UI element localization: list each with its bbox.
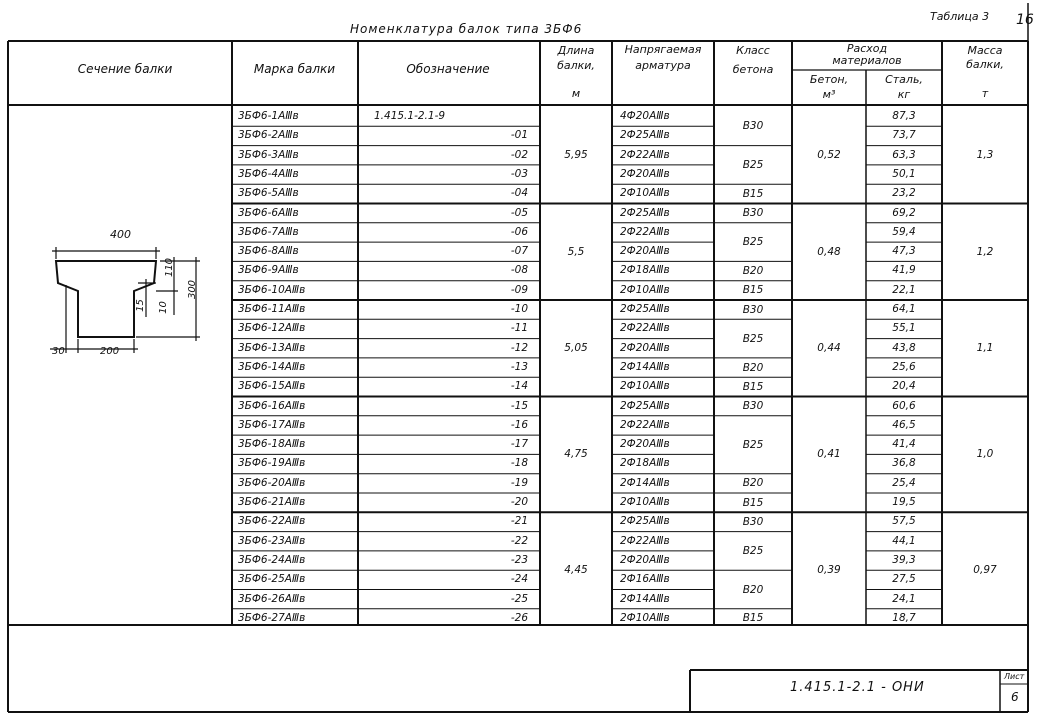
steel-consumption: 63,3 <box>892 148 916 161</box>
rebar: 2Ф22АⅢв <box>620 225 670 238</box>
beam-length: 5,95 <box>564 149 588 162</box>
steel-consumption: 23,2 <box>892 187 916 200</box>
rebar: 2Ф25АⅢв <box>620 515 670 528</box>
steel-consumption: 50,1 <box>892 167 916 180</box>
header-class-2: бетона <box>732 63 774 76</box>
header-concrete-unit: м³ <box>822 88 836 101</box>
beam-mark: 3БФ6-16АⅢв <box>238 399 306 412</box>
beam-mark: 3БФ6-24АⅢв <box>238 553 306 566</box>
header-mass-1: Масса <box>967 44 1003 57</box>
rebar: 2Ф10АⅢв <box>620 283 670 296</box>
steel-consumption: 39,3 <box>892 553 916 566</box>
beam-mark: 3БФ6-22АⅢв <box>238 515 306 528</box>
concrete-class: В15 <box>742 187 764 200</box>
concrete-class: В30 <box>742 207 764 220</box>
rebar: 2Ф10АⅢв <box>620 496 670 508</box>
beam-mark: 3БФ6-13АⅢв <box>238 341 306 354</box>
beam-mark: 3БФ6-19АⅢв <box>238 457 306 470</box>
steel-consumption: 43,8 <box>892 341 916 354</box>
beam-mark: 3БФ6-15АⅢв <box>238 380 306 393</box>
header-steel-unit: кг <box>897 88 911 101</box>
designation: -06 <box>510 225 528 238</box>
concrete-class: В20 <box>742 265 764 278</box>
rebar: 2Ф10АⅢв <box>620 611 670 624</box>
steel-consumption: 55,1 <box>892 322 916 335</box>
concrete-class: В15 <box>742 612 764 625</box>
stamp-sheet-label: Лист <box>1004 672 1025 681</box>
steel-consumption: 25,6 <box>892 360 916 373</box>
stamp-sheet-no: 6 <box>1011 690 1019 704</box>
concrete-class: В15 <box>742 284 764 297</box>
header-mass-unit: т <box>981 87 989 100</box>
rebar: 2Ф25АⅢв <box>620 399 670 412</box>
designation: -12 <box>510 341 528 354</box>
header-mass-2: балки, <box>966 58 1004 71</box>
designation: -24 <box>510 573 528 586</box>
dim-bottom: 200 <box>100 346 120 357</box>
beam-mark: 3БФ6-5АⅢв <box>238 187 299 200</box>
steel-consumption: 41,9 <box>892 264 916 277</box>
designation: -20 <box>510 496 528 508</box>
rebar: 2Ф14АⅢв <box>620 476 670 489</box>
designation: -14 <box>510 380 528 393</box>
beam-mark: 3БФ6-9АⅢв <box>238 264 299 277</box>
concrete-class: В25 <box>742 236 764 249</box>
stamp-code: 1.415.1-2.1 - ОНИ <box>790 680 925 695</box>
rebar: 2Ф22АⅢв <box>620 534 670 547</box>
rebar: 2Ф20АⅢв <box>620 245 670 258</box>
steel-consumption: 36,8 <box>892 457 916 470</box>
beam-mark: 3БФ6-20АⅢв <box>238 476 306 489</box>
designation: -04 <box>510 187 528 200</box>
rebar: 2Ф25АⅢв <box>620 303 670 315</box>
steel-consumption: 44,1 <box>892 534 916 547</box>
designation: -26 <box>510 611 528 624</box>
designation: -05 <box>510 206 528 219</box>
beam-mark: 3БФ6-1АⅢв <box>238 110 299 122</box>
designation: -19 <box>510 476 528 489</box>
steel-consumption: 59,4 <box>892 225 916 238</box>
rebar: 2Ф10АⅢв <box>620 380 670 393</box>
header-mark: Марка балки <box>253 62 336 76</box>
beam-mass: 1,0 <box>976 448 994 461</box>
rebar: 2Ф18АⅢв <box>620 457 670 470</box>
concrete-class: В30 <box>742 120 764 133</box>
designation: -08 <box>510 264 528 277</box>
beam-mass: 1,3 <box>976 149 994 162</box>
designation: -01 <box>510 129 528 142</box>
beam-mass: 1,1 <box>976 342 994 355</box>
beam-mark: 3БФ6-4АⅢв <box>238 167 299 180</box>
concrete-class: В20 <box>742 361 764 374</box>
concrete-class: В25 <box>742 158 764 171</box>
rebar: 2Ф25АⅢв <box>620 206 670 219</box>
dim-ledge-h: 10 <box>157 301 169 314</box>
header-length-2: балки, <box>557 59 595 72</box>
designation: -03 <box>510 167 528 180</box>
steel-consumption: 60,6 <box>892 399 916 412</box>
header-length-1: Длина <box>557 44 595 57</box>
beam-mark: 3БФ6-26АⅢв <box>238 592 306 605</box>
designation: -22 <box>510 534 528 547</box>
header-length-unit: м <box>571 87 581 100</box>
beam-length: 5,5 <box>567 245 585 258</box>
concrete-class: В20 <box>742 583 764 596</box>
rebar: 2Ф18АⅢв <box>620 264 670 277</box>
header-class-1: Класс <box>736 44 770 57</box>
steel-consumption: 24,1 <box>892 592 916 605</box>
rebar: 2Ф22АⅢв <box>620 418 670 431</box>
beam-mark: 3БФ6-27АⅢв <box>238 611 306 624</box>
steel-consumption: 47,3 <box>892 245 916 258</box>
designation: -16 <box>510 418 528 431</box>
designation: -15 <box>510 399 528 412</box>
table-label: Таблица 3 <box>930 10 990 23</box>
rebar: 2Ф22АⅢв <box>620 322 670 335</box>
rebar: 2Ф25АⅢв <box>620 129 670 142</box>
dim-top: 400 <box>110 228 131 241</box>
rebar: 2Ф20АⅢв <box>620 438 670 451</box>
steel-consumption: 64,1 <box>892 303 916 315</box>
beam-mark: 3БФ6-3АⅢв <box>238 148 299 161</box>
designation: 1.415.1-2.1-9 <box>374 110 446 122</box>
concrete-consumption: 0,44 <box>817 342 841 355</box>
designation: -11 <box>510 322 528 335</box>
header-designation: Обозначение <box>406 62 490 76</box>
designation: -25 <box>510 592 528 605</box>
designation: -17 <box>510 438 528 451</box>
concrete-class: В15 <box>742 496 764 509</box>
concrete-consumption: 0,39 <box>817 564 841 577</box>
designation: -09 <box>510 283 528 296</box>
concrete-class: В30 <box>742 400 764 413</box>
concrete-class: В25 <box>742 544 764 557</box>
rebar: 2Ф20АⅢв <box>620 341 670 354</box>
concrete-class: В25 <box>742 438 764 451</box>
header-rebar-1: Напрягаемая <box>624 43 702 56</box>
dim-ledge: 15 <box>134 299 146 312</box>
sheet-top-number: 16 <box>1016 12 1034 28</box>
dim-upper-part: 110 <box>164 257 176 278</box>
dim-height: 300 <box>187 279 199 300</box>
dim-left-offset: 30 <box>52 346 65 357</box>
header-steel: Сталь, <box>885 73 923 86</box>
beam-mark: 3БФ6-23АⅢв <box>238 534 306 547</box>
rebar: 2Ф20АⅢв <box>620 167 670 180</box>
beam-mark: 3БФ6-2АⅢв <box>238 129 299 142</box>
beam-mass: 0,97 <box>973 564 997 577</box>
header-rebar-2: арматура <box>635 59 691 72</box>
steel-consumption: 27,5 <box>892 573 916 586</box>
concrete-class: В15 <box>742 380 764 393</box>
designation: -07 <box>510 245 528 258</box>
beam-mark: 3БФ6-8АⅢв <box>238 245 299 258</box>
header-consumption-1: Расход <box>846 42 888 55</box>
beam-mark: 3БФ6-25АⅢв <box>238 573 306 586</box>
concrete-class: В25 <box>742 332 764 345</box>
rebar: 2Ф10АⅢв <box>620 187 670 200</box>
steel-consumption: 18,7 <box>892 611 916 624</box>
rebar: 2Ф20АⅢв <box>620 553 670 566</box>
rebar: 2Ф16АⅢв <box>620 573 670 586</box>
beam-length: 4,75 <box>564 448 588 461</box>
designation: -18 <box>510 457 528 470</box>
beam-mark: 3БФ6-18АⅢв <box>238 438 306 451</box>
steel-consumption: 22,1 <box>892 283 916 296</box>
header-consumption-2: материалов <box>832 54 902 67</box>
beam-mark: 3БФ6-17АⅢв <box>238 418 306 431</box>
table-title: Номенклатура балок типа 3БФ6 <box>350 22 583 36</box>
rebar: 2Ф14АⅢв <box>620 592 670 605</box>
beam-mark: 3БФ6-10АⅢв <box>238 283 306 296</box>
designation: -23 <box>510 553 528 566</box>
beam-mark: 3БФ6-12АⅢв <box>238 322 306 335</box>
rebar: 4Ф20АⅢв <box>620 110 670 122</box>
concrete-class: В30 <box>742 303 764 316</box>
designation: -02 <box>510 148 528 161</box>
concrete-class: В20 <box>742 477 764 490</box>
steel-consumption: 19,5 <box>892 496 916 508</box>
steel-consumption: 87,3 <box>892 110 916 122</box>
steel-consumption: 25,4 <box>892 476 916 489</box>
rebar: 2Ф14АⅢв <box>620 360 670 373</box>
header-concrete: Бетон, <box>809 73 849 86</box>
steel-consumption: 41,4 <box>892 438 916 451</box>
steel-consumption: 20,4 <box>892 380 916 393</box>
beam-section-drawing <box>20 225 240 365</box>
designation: -13 <box>510 360 528 373</box>
beam-mass: 1,2 <box>976 245 994 258</box>
concrete-consumption: 0,41 <box>817 448 841 461</box>
concrete-consumption: 0,48 <box>817 245 841 258</box>
beam-length: 5,05 <box>564 342 588 355</box>
beam-length: 4,45 <box>564 564 588 577</box>
beam-mark: 3БФ6-11АⅢв <box>238 303 306 315</box>
beam-mark: 3БФ6-14АⅢв <box>238 360 306 373</box>
beam-mark: 3БФ6-7АⅢв <box>238 225 299 238</box>
designation: -21 <box>510 515 528 528</box>
steel-consumption: 73,7 <box>892 129 916 142</box>
designation: -10 <box>510 303 528 315</box>
concrete-class: В30 <box>742 515 764 528</box>
steel-consumption: 69,2 <box>892 206 916 219</box>
concrete-consumption: 0,52 <box>817 149 841 162</box>
steel-consumption: 57,5 <box>892 515 916 528</box>
header-section: Сечение балки <box>77 62 173 76</box>
beam-mark: 3БФ6-21АⅢв <box>238 496 306 508</box>
steel-consumption: 46,5 <box>892 418 916 431</box>
beam-mark: 3БФ6-6АⅢв <box>238 206 299 219</box>
rebar: 2Ф22АⅢв <box>620 148 670 161</box>
